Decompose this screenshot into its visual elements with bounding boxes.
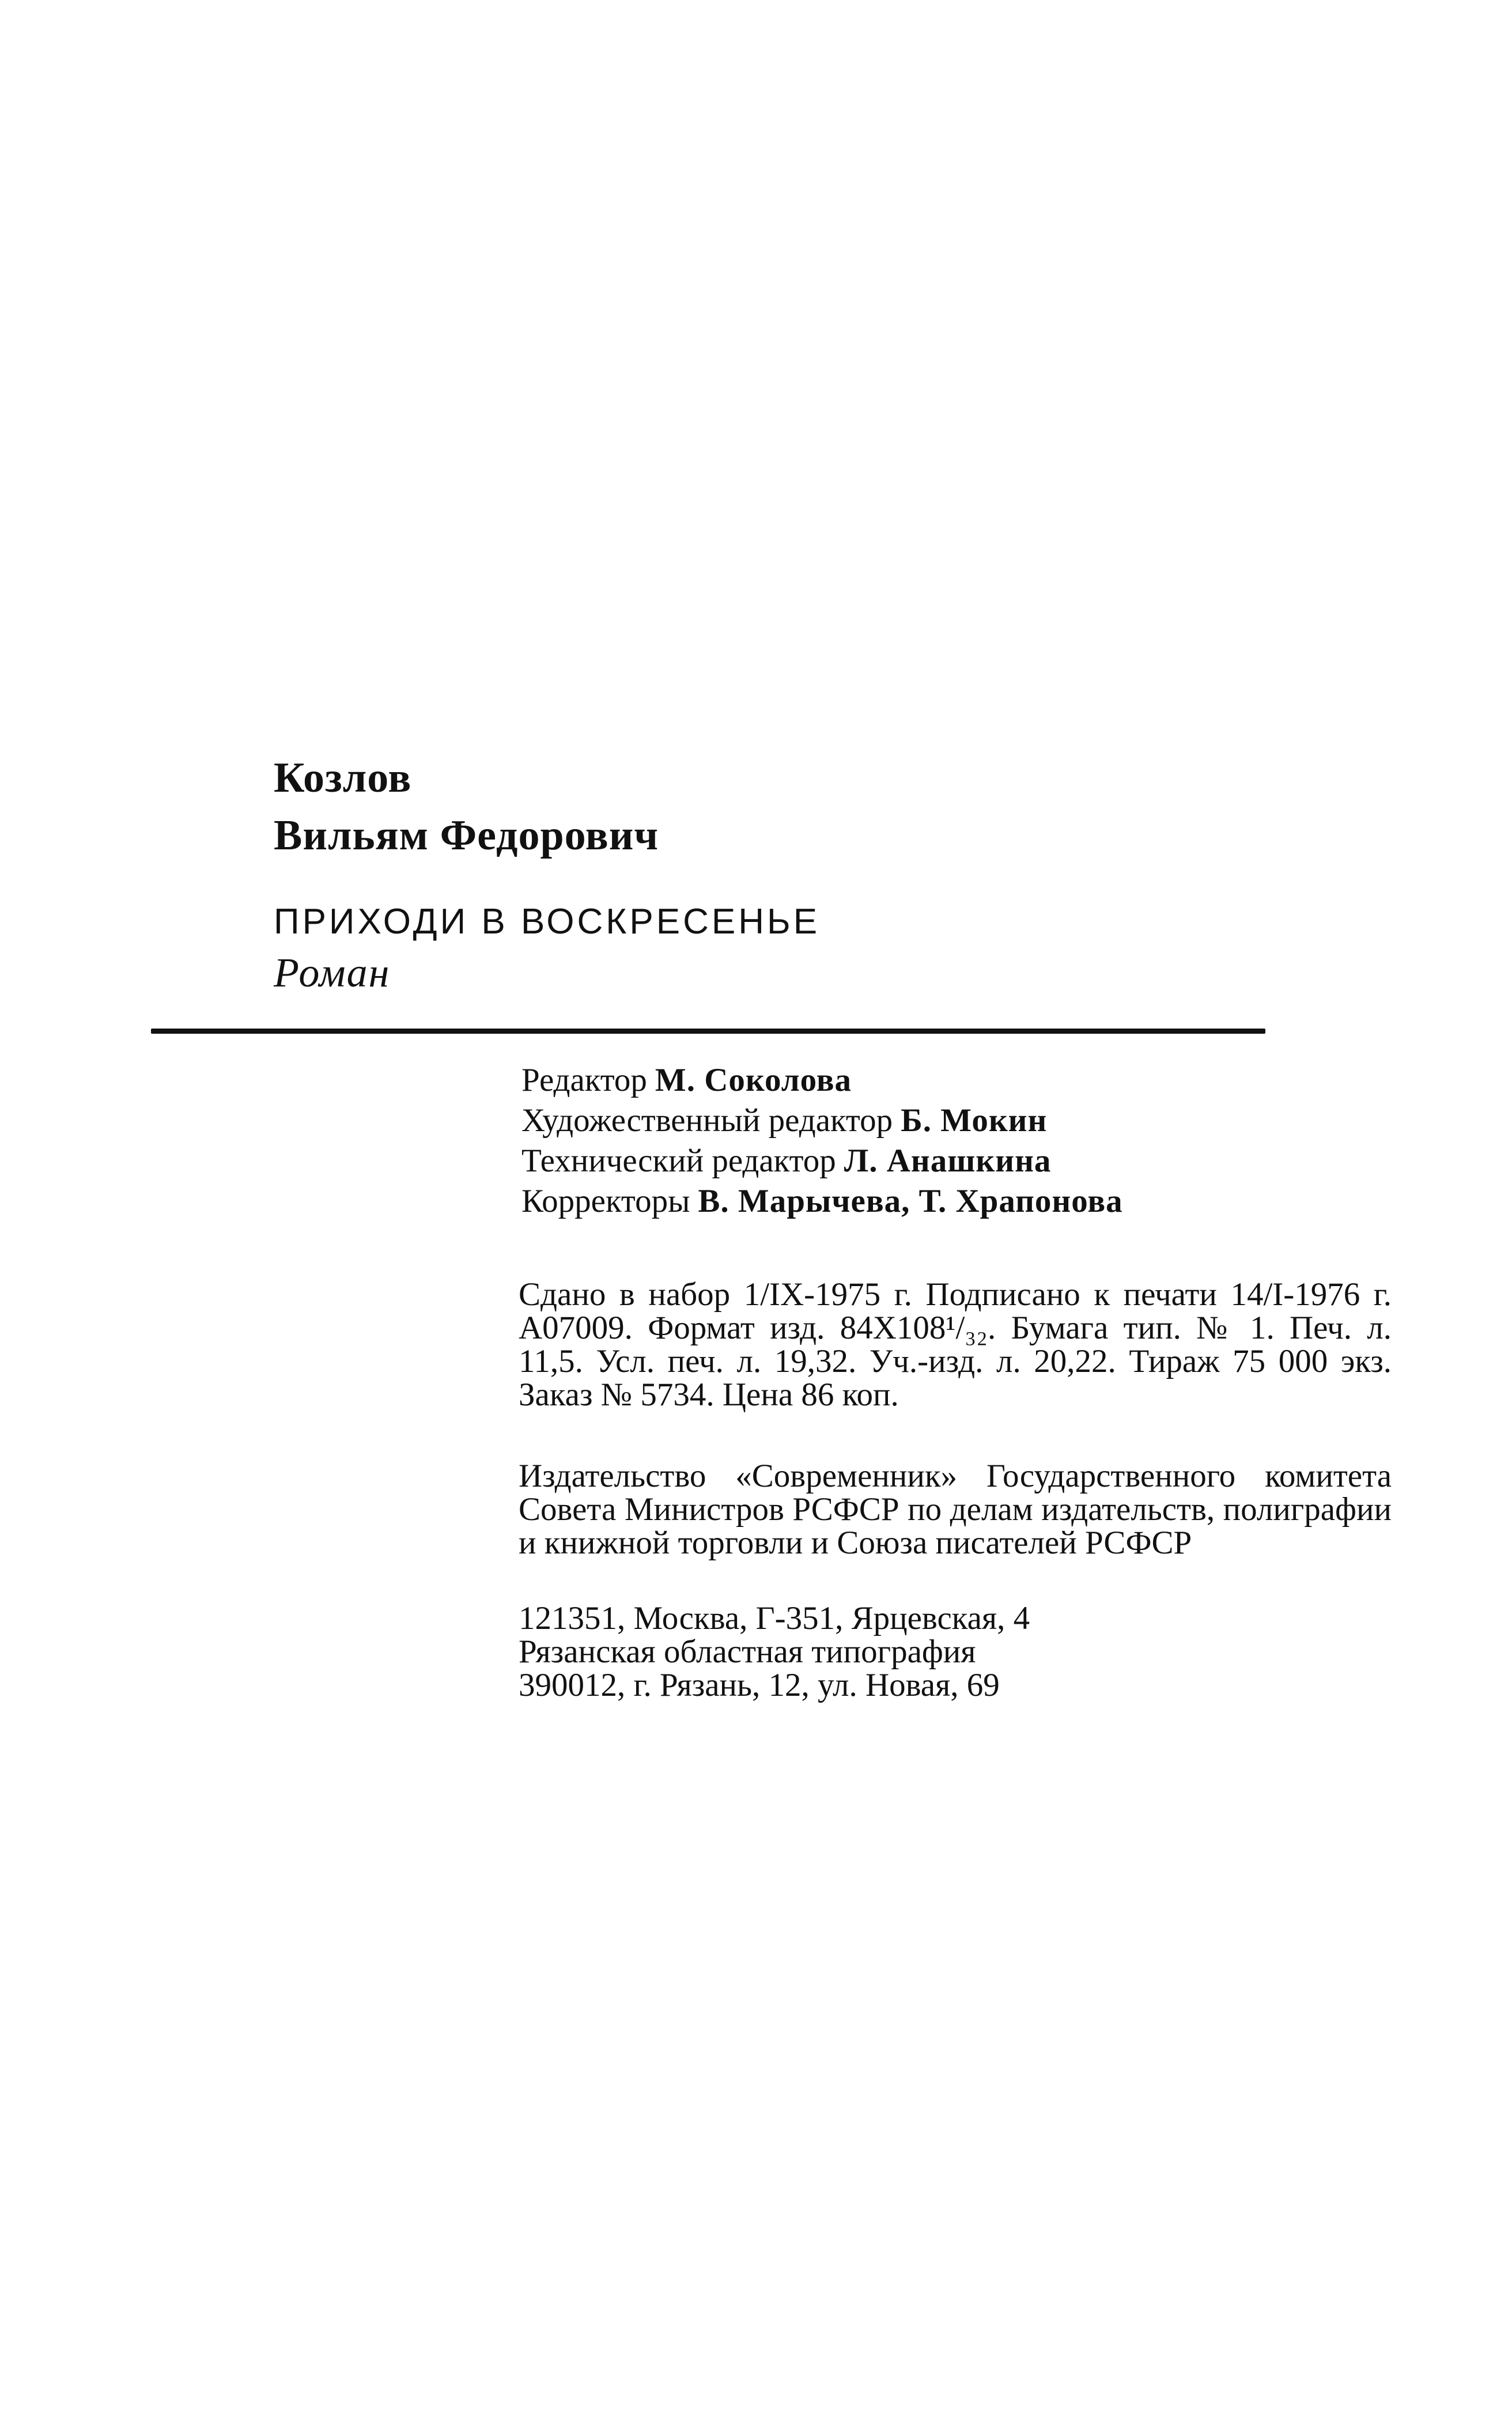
credit-role: Технический редактор <box>521 1143 836 1179</box>
divider-rule <box>151 1029 1265 1034</box>
author-surname: Козлов <box>274 754 412 802</box>
credit-row-proofreaders <box>521 1181 1386 1222</box>
credit-row-art-editor <box>521 1101 1386 1141</box>
credit-row-technical-editor <box>521 1141 1386 1181</box>
address-block <box>519 1602 1392 1702</box>
printing-details-block <box>519 1278 1392 1412</box>
credit-role: Редактор <box>521 1062 647 1098</box>
author-block <box>274 749 1080 864</box>
printer-address: 390012, г. Рязань, 12, ул. Новая, 69 <box>519 1667 1000 1703</box>
credit-role: Корректоры <box>521 1183 690 1219</box>
book-genre: Роман <box>274 950 391 996</box>
publisher-text: Издательство «Современник» Государственного комитета Совета Министров РСФСР по делам издательств, полиграфии и книжной торговли и Союза писателей РСФСР <box>519 1458 1392 1561</box>
book-title: ПРИХОДИ В ВОСКРЕСЕНЬЕ <box>274 902 821 942</box>
credit-row-editor <box>521 1060 1386 1101</box>
credit-person: В. Марычева, Т. Храпонова <box>698 1183 1123 1219</box>
credit-person: Б. Мокин <box>901 1102 1048 1139</box>
publisher-block <box>519 1460 1392 1560</box>
printing-details: Сдано в набор 1/IX-1975 г. Подписано к печати 14/I-1976 г. А07009. Формат изд. 84X108¹/₃₂. Бумага тип. № 1. Печ. л. 11,5. Усл. печ. л. 19,32. Уч.-изд. л. 20,22. Тираж 75 000 экз. Заказ № 5734. Цена 86 коп. <box>519 1276 1392 1413</box>
credit-person: Л. Анашкина <box>844 1143 1052 1179</box>
publisher-address: 121351, Москва, Г-351, Ярцевская, 4 <box>519 1600 1030 1636</box>
staff-credits <box>521 1060 1386 1222</box>
printer-name: Рязанская областная типография <box>519 1634 976 1670</box>
author-given-names: Вильям Федорович <box>274 812 659 859</box>
title-block <box>274 899 1196 1000</box>
credit-person: М. Соколова <box>655 1062 852 1098</box>
credit-role: Художественный редактор <box>521 1102 893 1139</box>
